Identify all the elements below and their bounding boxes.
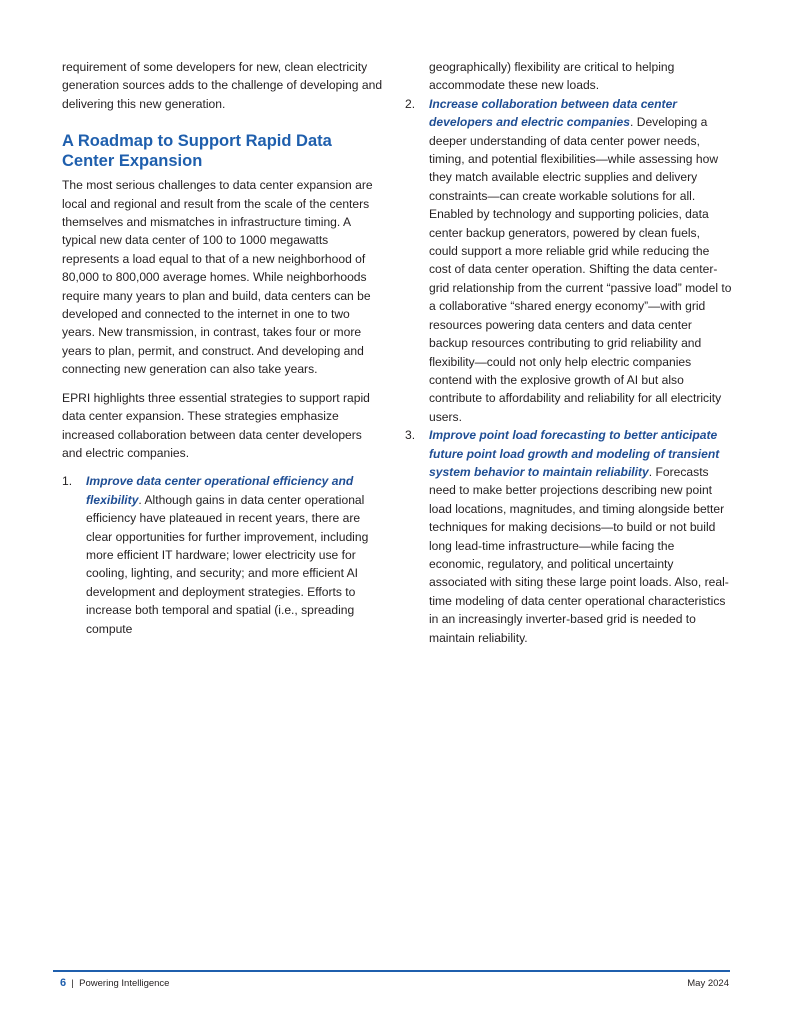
left-column: [62, 58, 384, 638]
body-paragraph-2: EPRI highlights three essential strategies to support rapid data center expansion. These strategies emphasize increased collaboration between data center developers and electric companies.: [62, 390, 370, 460]
strategy-text-2: . Developing a deeper understanding of data center power needs, timing, and potential flexibilities—while assessing how they match available electric supplies and delivery constraints—can create workable solutions for all. Enabled by technology and supporting policies, data center backup generators, powered by clean fuels, could support a more reliable grid while reducing the cost of data center operation. Shifting the data center-grid relationship from the current “passive load” model to a collaborative “shared energy economy”—with grid resources powering data centers and data center backup resources contributing to grid reliability and flexibility—could not only help electric companies contend with the explosive growth of AI but also contribute to affordability and reliability for all electricity users.: [429, 115, 732, 424]
strategy-list-continued: [405, 95, 732, 647]
strategy-lead-3: Improve point load forecasting to better anticipate future point load growth and modeling of transient system behavior to maintain reliability: [429, 428, 720, 479]
footer-divider: [53, 970, 730, 972]
strategy-list: [62, 472, 384, 638]
page-number: 6: [60, 977, 67, 989]
strategy-item-2: [405, 95, 732, 426]
strategy-lead-1: Improve data center operational efficiency and flexibility: [86, 474, 354, 507]
strategy-item-3: [405, 426, 732, 647]
strategy-item-1: [62, 472, 384, 638]
strategy-number-2: 2.: [405, 96, 416, 111]
publication-title: Powering Intelligence: [79, 978, 170, 989]
body-paragraph-1: The most serious challenges to data center expansion are local and regional and result from the scale of the centers themselves and mismatches in infrastructure timing. A typical new data center of 100 to 1000 megawatts represents a load equal to that of a new neighborhood of 80,000 to 800,000 average homes. While neighborhoods require many years to plan and build, data centers can be developed and connected to the internet in one to two years. New transmission, in contrast, takes four or more years to plan, permit, and construct. And developing and connecting new generation can also take years.: [62, 178, 373, 377]
footer-left: [60, 976, 169, 991]
strategy-number-3: 3.: [405, 428, 416, 443]
strategy-number-1: 1.: [62, 474, 73, 489]
publication-date: May 2024: [687, 978, 729, 989]
section-heading: A Roadmap to Support Rapid Data Center Expansion: [62, 132, 332, 170]
intro-paragraph: requirement of some developers for new, clean electricity generation sources adds to the challenge of developing and delivering this new generation.: [62, 60, 383, 111]
strategy-1-continued: geographically) flexibility are critical to helping accommodate these new loads.: [429, 60, 675, 93]
strategy-lead-2: Increase collaboration between data center developers and electric companies: [429, 96, 678, 130]
strategy-text-3: . Forecasts need to make better projections describing new point load locations, magnitudes, and timing alongside better techniques for making decisions—to build or not build long lead-time infrastructure—while facing the economic, regulatory, and political uncertainty associated with siting these large point loads. Also, real-time modeling of data center operational characteristics in an increasingly inverter-based grid is needed to maintain reliability.: [429, 464, 729, 645]
right-column: [405, 58, 732, 647]
footer-separator: |: [71, 978, 74, 989]
strategy-text-1: . Although gains in data center operational efficiency have plateaued in recent years, there are clear opportunities for further improvement, including more efficient IT hardware; lower electricity use for cooling, lighting, and security; and more efficient AI development and deployment strategies. Efforts to increase both temporal and spatial (i.e., spreading compute: [86, 492, 369, 636]
